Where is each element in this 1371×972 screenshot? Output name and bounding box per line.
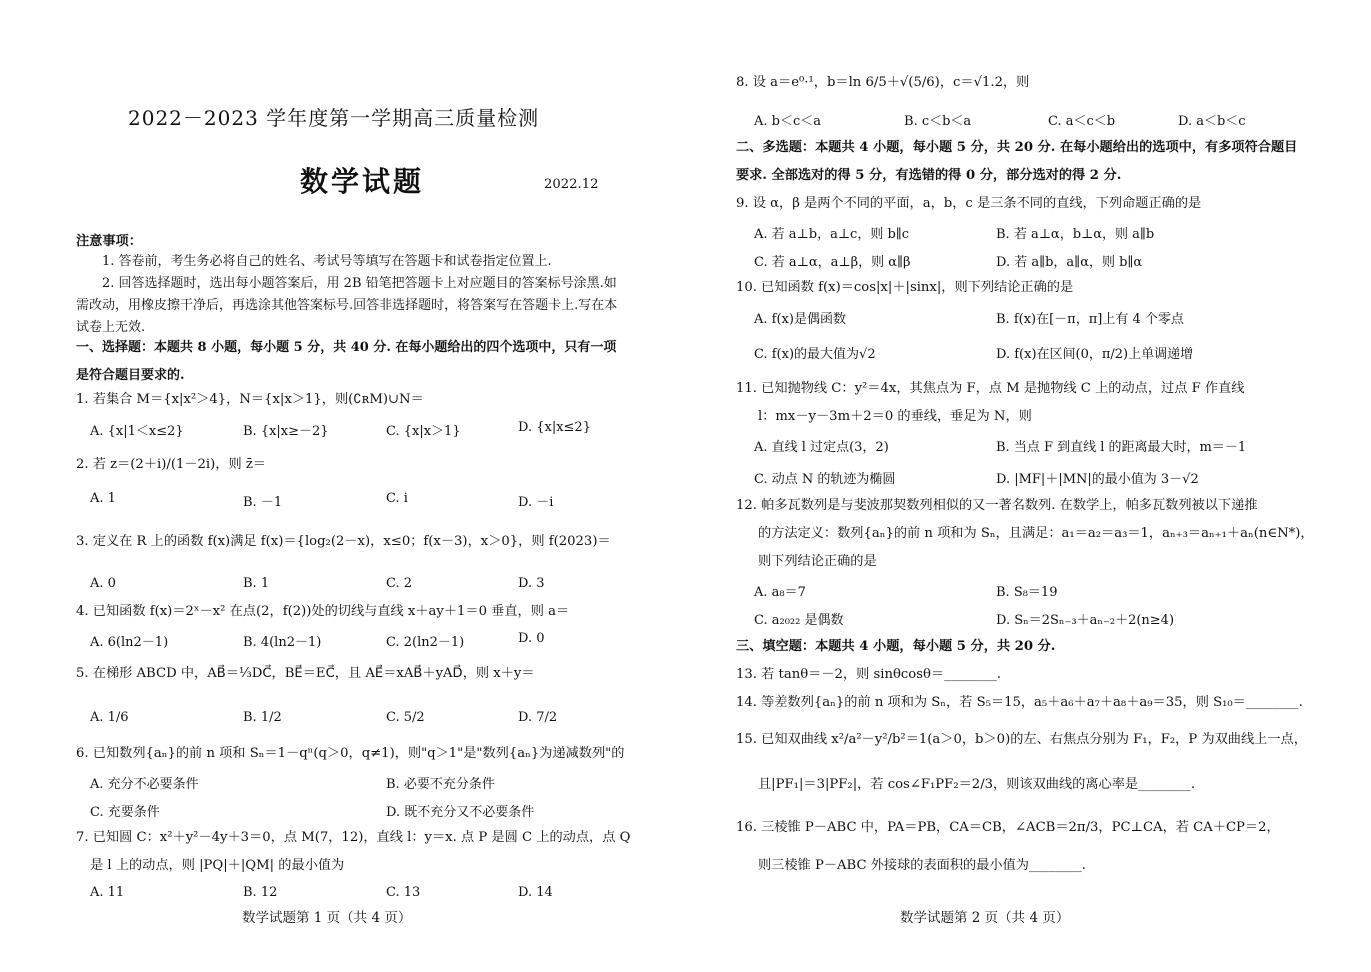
q11-option-d: D. |MF|＋|MN|的最小值为 3－√2 — [996, 472, 1199, 487]
q11-option-b: B. 当点 F 到直线 l 的距离最大时，m＝－1 — [996, 440, 1247, 455]
question-10: 10. 已知函数 f(x)＝cos|x|＋|sinx|，则下列结论正确的是 — [736, 280, 1074, 295]
q7-option-c: C. 13 — [386, 885, 421, 900]
section-2-heading-line-2: 要求. 全部选对的得 5 分，有选错的得 0 分，部分选对的得 2 分. — [736, 168, 1122, 183]
q2-option-b: B. －1 — [243, 495, 283, 510]
q12-option-b: B. S₈＝19 — [996, 585, 1058, 600]
q9-option-d: D. 若 a∥b，a∥α，则 b∥α — [996, 255, 1143, 270]
q6-option-c: C. 充要条件 — [90, 805, 160, 820]
section-2-heading-line-1: 二、多选题：本题共 4 小题，每小题 5 分，共 20 分. 在每小题给出的选项中，有多项符合题目 — [736, 140, 1298, 155]
q10-option-d: D. f(x)在区间(0，π/2)上单调递增 — [996, 347, 1194, 362]
q3-option-b: B. 1 — [243, 576, 270, 591]
q12-option-a: A. a₈＝7 — [754, 585, 806, 600]
q12-option-d: D. Sₙ＝2Sₙ₋₃＋aₙ₋₂＋2(n≥4) — [996, 613, 1175, 628]
question-9: 9. 设 α，β 是两个不同的平面，a，b，c 是三条不同的直线，下列命题正确的是 — [736, 196, 1202, 211]
q5-option-a: A. 1/6 — [90, 710, 129, 725]
q4-option-c: C. 2(ln2－1) — [386, 635, 465, 650]
q9-option-c: C. 若 a⊥α，a⊥β，则 α∥β — [754, 255, 911, 270]
q8-option-c: C. a＜c＜b — [1048, 114, 1116, 129]
q7-option-d: D. 14 — [518, 885, 553, 900]
question-7-line-1: 7. 已知圆 C：x²＋y²－4y＋3＝0，点 M(7，12)，直线 l：y＝x. 点 P 是圆 C 上的动点，点 Q — [76, 830, 631, 845]
section-3-heading: 三、填空题：本题共 4 小题，每小题 5 分，共 20 分. — [736, 639, 1056, 654]
question-12-line-2: 的方法定义：数列{aₙ}的前 n 项和为 Sₙ，且满足：a₁＝a₂＝a₃＝1，aₙ₊₃＝aₙ₊₁＋aₙ(n∈N*)， — [758, 526, 1314, 541]
q12-option-c: C. a₂₀₂₂ 是偶数 — [754, 613, 844, 628]
q11-option-c: C. 动点 N 的轨迹为椭圆 — [754, 472, 896, 487]
subject-title: 数学试题 — [300, 165, 425, 198]
q3-option-a: A. 0 — [90, 576, 116, 591]
q6-option-a: A. 充分不必要条件 — [90, 777, 199, 792]
page-footer-2: 数学试题第 2 页（共 4 页） — [900, 910, 1070, 926]
question-2: 2. 若 z＝(2＋i)/(1－2i)，则 z̄＝ — [76, 457, 266, 472]
question-14: 14. 等差数列{aₙ}的前 n 项和为 Sₙ，若 S₅＝15，a₅＋a₆＋a₇＋a₈＋a₉＝35，则 S₁₀＝________. — [736, 695, 1303, 710]
question-1: 1. 若集合 M＝{x|x²＞4}，N＝{x|x＞1}，则(∁ʀM)∪N＝ — [76, 392, 424, 407]
question-16-line-1: 16. 三棱锥 P－ABC 中，PA＝PB，CA＝CB，∠ACB＝2π/3，PC⊥CA，若 CA＋CP＝2， — [736, 820, 1280, 835]
q10-option-a: A. f(x)是偶函数 — [754, 312, 846, 327]
q9-option-b: B. 若 a⊥α，b⊥α，则 a∥b — [996, 227, 1155, 242]
q8-option-a: A. b＜c＜a — [754, 114, 822, 129]
q8-option-d: D. a＜b＜c — [1178, 114, 1246, 129]
exam-date: 2022.12 — [544, 177, 599, 192]
question-5: 5. 在梯形 ABCD 中，AB⃗＝⅓DC⃗，BE⃗＝EC⃗，且 AE⃗＝xAB⃗＋yAD⃗，则 x＋y＝ — [76, 666, 535, 681]
q2-option-c: C. i — [386, 491, 408, 506]
section-1-heading: 一、选择题：本题共 8 小题，每小题 5 分，共 40 分. 在每小题给出的四个选项中，只有一项是符合题目要求的. — [76, 340, 617, 383]
q2-option-a: A. 1 — [90, 491, 116, 506]
question-15-line-2: 且|PF₁|＝3|PF₂|，若 cos∠F₁PF₂＝2/3，则该双曲线的离心率是________. — [758, 777, 1196, 792]
question-15-line-1: 15. 已知双曲线 x²/a²－y²/b²＝1(a＞0，b＞0)的左、右焦点分别为 F₁，F₂，P 为双曲线上一点， — [736, 732, 1307, 747]
q1-option-c: C. {x|x＞1} — [386, 424, 461, 439]
question-8: 8. 设 a＝e⁰·¹，b＝ln 6/5＋√(5/6)，c＝√1.2，则 — [736, 75, 1030, 90]
q5-option-c: C. 5/2 — [386, 710, 425, 725]
page-footer-1: 数学试题第 1 页（共 4 页） — [242, 910, 412, 926]
q9-option-a: A. 若 a⊥b，a⊥c，则 b∥c — [754, 227, 910, 242]
q1-option-b: B. {x|x≥－2} — [243, 424, 329, 439]
q3-option-d: D. 3 — [518, 576, 545, 591]
question-7-line-2: 是 l 上的动点，则 |PQ|＋|QM| 的最小值为 — [90, 858, 345, 873]
q1-option-a: A. {x|1＜x≤2} — [90, 424, 184, 439]
exam-title: 2022－2023 学年度第一学期高三质量检测 — [128, 106, 540, 130]
q4-option-a: A. 6(ln2－1) — [90, 635, 169, 650]
q5-option-b: B. 1/2 — [243, 710, 282, 725]
q7-option-a: A. 11 — [90, 885, 125, 900]
q4-option-b: B. 4(ln2－1) — [243, 635, 322, 650]
q5-option-d: D. 7/2 — [518, 710, 558, 725]
q6-option-b: B. 必要不充分条件 — [386, 777, 495, 792]
notice-heading: 注意事项： — [76, 234, 142, 249]
q2-option-d: D. －i — [518, 495, 554, 510]
question-12-line-3: 则下列结论正确的是 — [758, 554, 877, 569]
q7-option-b: B. 12 — [243, 885, 278, 900]
question-16-line-2: 则三棱锥 P－ABC 外接球的表面积的最小值为________. — [758, 858, 1086, 873]
question-4: 4. 已知函数 f(x)＝2ˣ－x² 在点(2，f(2))处的切线与直线 x＋ay＋1＝0 垂直，则 a＝ — [76, 604, 570, 619]
question-11-line-1: 11. 已知抛物线 C：y²＝4x，其焦点为 F，点 M 是抛物线 C 上的动点，过点 F 作直线 — [736, 381, 1245, 396]
q3-option-c: C. 2 — [386, 576, 413, 591]
notice-item-1: 1. 答卷前，考生务必将自己的姓名、考试号等填写在答题卡和试卷指定位置上. — [102, 254, 552, 269]
q10-option-c: C. f(x)的最大值为√2 — [754, 347, 876, 362]
notice-item-2: 2. 回答选择题时，选出每小题答案后，用 2B 铅笔把答题卡上对应题目的答案标号涂黑.如需改动，用橡皮擦干净后，再选涂其他答案标号.回答非选择题时，将答案写在答题卡上.写在本试卷上无效. — [76, 276, 618, 335]
question-6: 6. 已知数列{aₙ}的前 n 项和 Sₙ＝1－qⁿ(q＞0，q≠1)，则"q＞1"是"数列{aₙ}为递减数列"的 — [76, 746, 625, 761]
question-13: 13. 若 tanθ＝－2，则 sinθcosθ＝________. — [736, 667, 1002, 682]
q11-option-a: A. 直线 l 过定点(3，2) — [754, 440, 889, 455]
q10-option-b: B. f(x)在[－π，π]上有 4 个零点 — [996, 312, 1184, 327]
question-3: 3. 定义在 R 上的函数 f(x)满足 f(x)＝{log₂(2－x)，x≤0；f(x－3)，x＞0}，则 f(2023)＝ — [76, 534, 611, 549]
question-11-line-2: l：mx－y－3m＋2＝0 的垂线，垂足为 N，则 — [758, 409, 1032, 424]
question-12-line-1: 12. 帕多瓦数列是与斐波那契数列相似的又一著名数列. 在数学上，帕多瓦数列被以下递推 — [736, 498, 1258, 513]
q4-option-d: D. 0 — [518, 631, 545, 646]
q8-option-b: B. c＜b＜a — [904, 114, 972, 129]
q1-option-d: D. {x|x≤2} — [518, 420, 591, 435]
q6-option-d: D. 既不充分又不必要条件 — [386, 805, 535, 820]
